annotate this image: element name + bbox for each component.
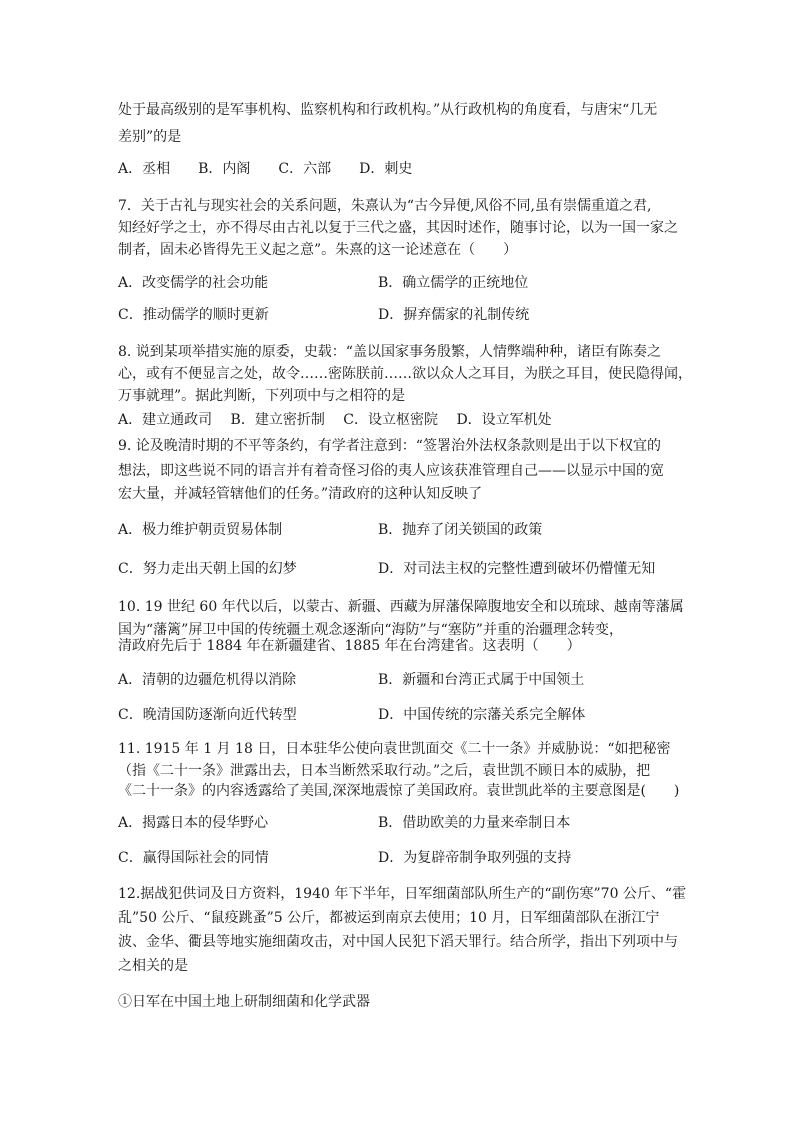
q12-stem-line-2: 乱”50 公斤、“鼠疫跳蚤”5 公斤，都被运到南京去使用；10 月，日军细菌部队在浙江宁: [118, 910, 660, 926]
q9-option-d: D．对司法主权的完整性遭到破坏仍懵懂无知: [378, 561, 656, 577]
q8-options: A．建立通政司 B．建立密折制 C．设立枢密院 D．设立军机处: [118, 412, 552, 428]
q7-option-d: D．摒弃儒家的礼制传统: [378, 307, 530, 323]
q12-stem-line-4: 之相关的是: [118, 958, 188, 974]
q7-stem-line-1: 7．关于古礼与现实社会的关系问题，朱熹认为“古今异便,风俗不同,虽有崇儒重道之君,: [118, 198, 652, 214]
q9-stem-line-1: 9. 论及晚清时期的不平等条约，有学者注意到：“签署治外法权条款则是出于以下权宜的: [118, 438, 661, 454]
q11-option-d: D．为复辟帝制争取列强的支持: [378, 850, 572, 866]
q7-stem-line-3: 制者，固未必皆得先王义起之意”。朱熹的这一论述意在（ ）: [118, 242, 518, 258]
q7-option-c: C．推动儒学的顺时更新: [118, 307, 269, 323]
q9-option-a: A．极力维护朝贡贸易体制: [118, 522, 283, 538]
q6-options: A．丞相 B．内阁 C．六部 D．刺史: [118, 161, 413, 177]
q10-option-c: C．晚清国防逐渐向近代转型: [118, 707, 297, 723]
q9-option-b: B．抛弃了闭关锁国的政策: [378, 522, 543, 538]
q8-stem-line-1: 8. 说到某项举措实施的原委，史载：“盖以国家事务殷繁，人情弊端种种，诸臣有陈奏之: [118, 344, 661, 360]
q10-option-a: A．清朝的边疆危机得以消除: [118, 672, 297, 688]
q9-option-c: C．努力走出天朝上国的幻梦: [118, 561, 297, 577]
q11-option-b: B．借助欧美的力量来牵制日本: [378, 815, 571, 831]
q7-option-b: B．确立儒学的正统地位: [378, 275, 529, 291]
q12-stem-line-3: 波、金华、衢县等地实施细菌攻击，对中国人民犯下滔天罪行。结合所学，指出下列项中与: [118, 934, 678, 950]
q11-option-a: A．揭露日本的侵华野心: [118, 815, 269, 831]
q12-item-1: ①日军在中国土地上研制细菌和化学武器: [118, 994, 370, 1010]
q11-stem-line-1: 11. 1915 年 1 月 18 日，日本驻华公使向袁世凯面交《二十一条》并威胁说：“如把秘密: [118, 741, 671, 757]
q10-option-b: B．新疆和台湾正式属于中国领土: [378, 672, 585, 688]
q9-stem-line-2: 想法，即这些说不同的语言并有着奇怪习俗的夷人应该获准管理自己——以显示中国的宽: [118, 463, 664, 479]
q8-stem-line-3: 万事就理”。据此判断，下列项中与之相符的是: [118, 388, 406, 404]
q11-stem-line-2: （指《二十一条》泄露出去，日本当断然采取行动。”之后，袁世凯不顾日本的威胁，把: [118, 763, 651, 779]
q9-stem-line-3: 宏大量，并减轻管辖他们的任务。”清政府的这种认知反映了: [118, 486, 483, 502]
intro-line-1: 处于最高级别的是军事机构、监察机构和行政机构。”从行政机构的角度看，与唐宋“几无: [118, 102, 658, 118]
q8-stem-line-2: 心，或有不便显言之处，故令……密陈朕前……欲以众人之耳目，为朕之耳目，使民隐得闻，: [118, 366, 692, 382]
q10-stem-line-1: 10. 19 世纪 60 年代以后，以蒙古、新疆、西藏为屏藩保障腹地安全和以琉球、越南等藩属: [118, 599, 684, 615]
q10-option-d: D．中国传统的宗藩关系完全解体: [378, 707, 586, 723]
intro-line-2: 差别”的是: [118, 129, 182, 145]
q7-stem-line-2: 知经好学之士，亦不得尽由古礼以复于三代之盛，其因时述作，随事讨论，以为一国一家之: [118, 220, 678, 236]
q12-stem-line-1: 12.据战犯供词及日方资料，1940 年下半年，日军细菌部队所生产的“副伤寒”70 公斤、“霍: [118, 886, 687, 902]
q10-stem-line-2: 国为“藩篱”屏卫中国的传统疆土观念逐渐向“海防”与“塞防”并重的治疆理念转变，: [118, 622, 623, 638]
q11-option-c: C．赢得国际社会的同情: [118, 850, 269, 866]
q11-stem-line-3: 《二十一条》的内容透露给了美国,深深地震惊了美国政府。袁世凯此举的主要意图是( ): [118, 783, 680, 799]
q10-stem-line-3: 清政府先后于 1884 年在新疆建省、1885 年在台湾建省。这表明（ ）: [118, 638, 581, 654]
q7-option-a: A．改变儒学的社会功能: [118, 275, 269, 291]
